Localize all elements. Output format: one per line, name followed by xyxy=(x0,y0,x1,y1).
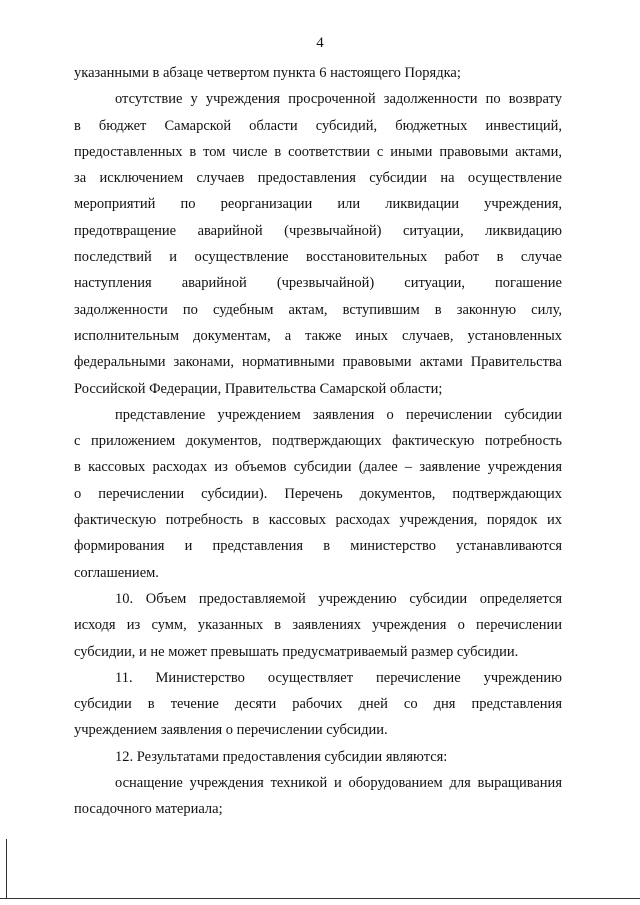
paragraph-p4 xyxy=(74,586,562,665)
text-line: посадочного материала; xyxy=(74,801,223,818)
text-line: за исключением случаев предоставления субсидии на осуществление xyxy=(74,170,562,187)
text-line: наступления аварийной (чрезвычайной) ситуации, погашение xyxy=(74,275,562,292)
text-line: субсидии в течение десяти рабочих дней со дня представления xyxy=(74,696,562,713)
text-line: в бюджет Самарской области субсидий, бюджетных инвестиций, xyxy=(74,117,562,134)
text-line: федеральными законами, нормативными правовыми актами Правительства xyxy=(74,354,562,371)
paragraph-p1 xyxy=(74,60,562,86)
text-line: 12. Результатами предоставления субсидии являются: xyxy=(115,748,448,765)
paragraph-p5 xyxy=(74,665,562,744)
text-line: оснащение учреждения техникой и оборудованием для выращивания xyxy=(115,775,562,792)
text-line: учреждением заявления о перечислении субсидии. xyxy=(74,722,388,739)
text-line: мероприятий по реорганизации или ликвидации учреждения, xyxy=(74,196,562,213)
text-line: указанными в абзаце четвертом пункта 6 настоящего Порядка; xyxy=(74,65,461,81)
text-line: с приложением документов, подтверждающих фактическую потребность xyxy=(74,433,562,450)
page-bottom-rule xyxy=(0,898,640,899)
text-line: соглашением. xyxy=(74,564,159,581)
text-line: предоставленных в том числе в соответствии с иными правовыми актами, xyxy=(74,143,562,160)
page-number: 4 xyxy=(316,35,324,51)
paragraph-p7 xyxy=(74,770,562,823)
text-line: 11. Министерство осуществляет перечисление учреждению xyxy=(115,669,562,686)
text-line: предотвращение аварийной (чрезвычайной) ситуации, ликвидацию xyxy=(74,222,562,239)
paragraph-p2 xyxy=(74,86,562,402)
text-line: фактическую потребность в кассовых расходах учреждения, порядок их xyxy=(74,512,562,529)
text-line: о перечислении субсидии). Перечень документов, подтверждающих xyxy=(74,485,562,502)
text-line: формирования и представления в министерство устанавливаются xyxy=(74,538,562,555)
page-left-mark xyxy=(6,839,7,899)
document-body xyxy=(74,60,562,823)
paragraph-p3 xyxy=(74,402,562,586)
text-line: задолженности по судебным актам, вступившим в законную силу, xyxy=(74,301,562,318)
text-line: исполнительным документам, а также иных случаев, установленных xyxy=(74,327,562,344)
text-line: Российской Федерации, Правительства Самарской области; xyxy=(74,380,443,397)
text-line: 10. Объем предоставляемой учреждению субсидии определяется xyxy=(115,590,562,607)
text-line: представление учреждением заявления о перечислении субсидии xyxy=(115,406,562,423)
text-line: последствий и осуществление восстановительных работ в случае xyxy=(74,249,562,266)
paragraph-p6 xyxy=(74,744,562,770)
text-line: в кассовых расходах из объемов субсидии (далее – заявление учреждения xyxy=(74,459,562,476)
text-line: исходя из сумм, указанных в заявлениях учреждения о перечислении xyxy=(74,617,562,634)
text-line: отсутствие у учреждения просроченной задолженности по возврату xyxy=(115,91,562,108)
text-line: субсидии, и не может превышать предусматриваемый размер субсидии. xyxy=(74,643,519,660)
